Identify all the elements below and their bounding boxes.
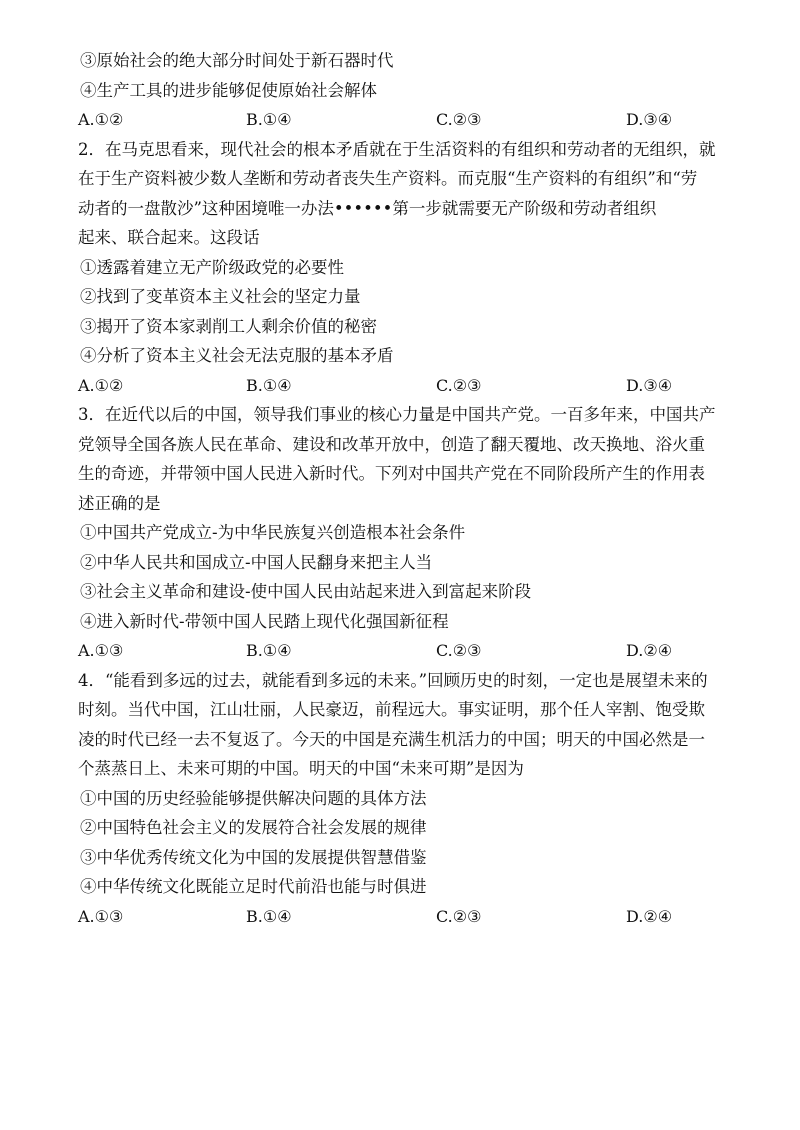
question-3 (78, 400, 748, 666)
option-item: ④生产工具的进步能够促使原始社会解体 (80, 80, 377, 100)
question-stem-line: 生的奇迹，并带领中国人民进入新时代。下列对中国共产党在不同阶段所产生的作用表 (78, 464, 705, 483)
option-item: ③揭开了资本家剥削工人剩余价值的秘密 (80, 316, 377, 336)
answer-choices (78, 371, 748, 401)
option-item: ①中国共产党成立-为中华民族复兴创造根本社会条件 (80, 523, 466, 542)
option-item: ①透露着建立无产阶级政党的必要性 (80, 257, 344, 277)
choice-a: A.①③ (78, 906, 124, 926)
question-stem-line: 4．“能看到多远的过去，就能看到多远的未来。”回顾历史的时刻，一定也是展望未来的 (78, 670, 708, 690)
option-item: ④分析了资本主义社会无法克服的基本矛盾 (80, 346, 394, 365)
question-stem-line: 凌的时代已经一去不复返了。今天的中国是充满生机活力的中国；明天的中国必然是一 (78, 729, 705, 749)
option-item: ④中华传统文化既能立足时代前沿也能与时俱进 (80, 877, 427, 896)
question-stem-line: 2．在马克思看来，现代社会的根本矛盾就在于生活资料的有组织和劳动者的无组织，就 (78, 139, 716, 159)
option-item: ③中华优秀传统文化为中国的发展提供智慧借鉴 (80, 847, 427, 867)
choice-b: B.①④ (246, 110, 292, 129)
option-item: ③原始社会的绝大部分时间处于新石器时代 (80, 51, 394, 70)
choice-d: D.③④ (626, 110, 673, 129)
choice-d: D.②④ (626, 906, 673, 926)
option-item: ③社会主义革命和建设-使中国人民由站起来进入到富起来阶段 (80, 582, 532, 601)
exam-page (78, 46, 748, 931)
choice-c: C.②③ (436, 110, 482, 129)
question-stem-line: 在于生产资料被少数人垄断和劳动者丧失生产资料。而克服“生产资料的有组织”和“劳 (78, 169, 698, 188)
question-4 (78, 666, 748, 932)
option-item: ②中华人民共和国成立-中国人民翻身来把主人当 (80, 552, 433, 572)
option-item: ④进入新时代-带领中国人民踏上现代化强国新征程 (80, 611, 449, 631)
answer-choices (78, 105, 748, 135)
option-item: ②中国特色社会主义的发展符合社会发展的规律 (80, 818, 427, 837)
choice-d: D.③④ (626, 375, 673, 395)
choice-b: B.①④ (246, 375, 292, 395)
choice-c: C.②③ (436, 906, 482, 926)
answer-choices (78, 636, 748, 666)
choice-a: A.①③ (78, 641, 124, 660)
choice-a: A.①② (78, 375, 124, 395)
question-stem-line: 个蒸蒸日上、未来可期的中国。明天的中国“未来可期”是因为 (78, 759, 524, 778)
question-stem-line: 动者的一盘散沙”这种困境唯一办法••••••第一步就需要无产阶级和劳动者组织 (78, 198, 657, 218)
question-stem-line: 述正确的是 (78, 493, 161, 513)
choice-c: C.②③ (436, 641, 482, 660)
question-stem-line: 时刻。当代中国，江山壮丽，人民豪迈，前程远大。事实证明，那个任人宰割、饱受欺 (78, 700, 705, 719)
question-1-tail (78, 46, 748, 135)
question-stem-line: 起来、联合起来。这段话 (78, 228, 260, 247)
choice-d: D.②④ (626, 641, 673, 660)
choice-a: A.①② (78, 110, 124, 129)
choice-b: B.①④ (246, 641, 292, 660)
question-stem-line: 3．在近代以后的中国，领导我们事业的核心力量是中国共产党。一百多年来，中国共产 (78, 405, 716, 424)
choice-b: B.①④ (246, 906, 292, 926)
question-2 (78, 135, 748, 401)
choice-c: C.②③ (436, 375, 482, 395)
question-stem-line: 党领导全国各族人民在革命、建设和改革开放中，创造了翻天覆地、改天换地、浴火重 (78, 434, 705, 454)
option-item: ①中国的历史经验能够提供解决问题的具体方法 (80, 788, 427, 808)
answer-choices (78, 902, 748, 932)
option-item: ②找到了变革资本主义社会的坚定力量 (80, 287, 361, 306)
